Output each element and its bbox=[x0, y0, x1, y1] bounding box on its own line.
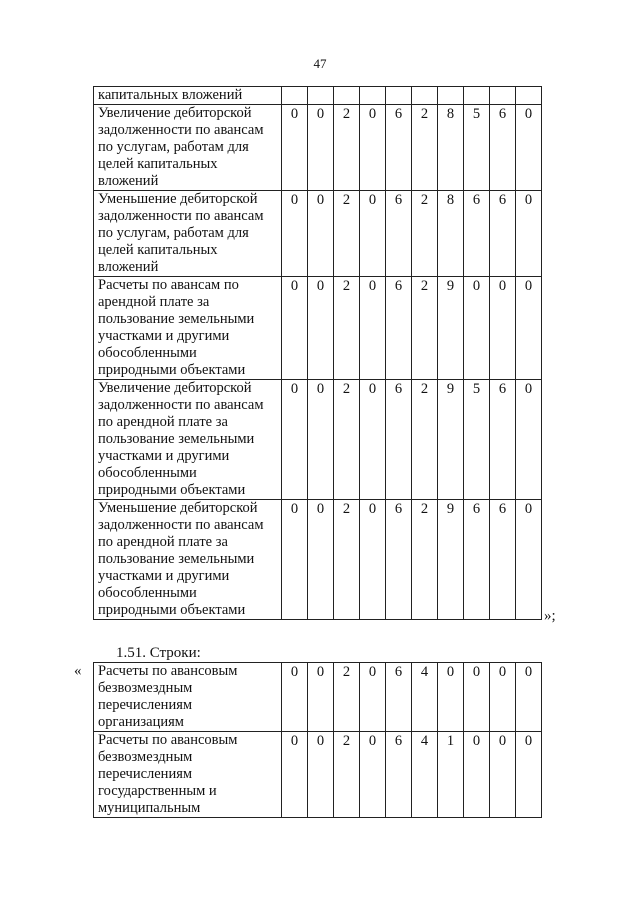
row-label-line: Расчеты по авансовым bbox=[98, 732, 238, 748]
code-digit: 6 bbox=[386, 663, 412, 732]
code-digit: 6 bbox=[490, 380, 516, 500]
code-digit: 2 bbox=[334, 500, 360, 620]
code-digit bbox=[360, 87, 386, 105]
code-digit: 2 bbox=[412, 277, 438, 380]
row-label-line: вложений bbox=[98, 173, 159, 189]
row-label-line: Увеличение дебиторской bbox=[98, 380, 252, 396]
code-digit: 6 bbox=[490, 105, 516, 191]
code-digit: 2 bbox=[412, 380, 438, 500]
row-label-line: природными объектами bbox=[98, 602, 246, 618]
code-digit bbox=[438, 87, 464, 105]
code-digit: 0 bbox=[282, 500, 308, 620]
code-digit: 0 bbox=[490, 663, 516, 732]
code-digit: 0 bbox=[360, 663, 386, 732]
table-row bbox=[94, 732, 542, 818]
row-label-line: пользование земельными bbox=[98, 431, 255, 447]
code-digit: 0 bbox=[308, 500, 334, 620]
row-label-line: задолженности по авансам bbox=[98, 122, 264, 138]
table-row bbox=[94, 663, 542, 732]
code-digit bbox=[516, 87, 542, 105]
row-label-line: пользование земельными bbox=[98, 551, 255, 567]
code-digit bbox=[386, 87, 412, 105]
code-digit bbox=[282, 87, 308, 105]
budget-code-table-1 bbox=[93, 86, 542, 620]
row-label-line: обособленными bbox=[98, 585, 197, 601]
table-row bbox=[94, 105, 542, 191]
row-label bbox=[94, 87, 282, 105]
code-digit: 0 bbox=[308, 732, 334, 818]
code-digit: 6 bbox=[464, 500, 490, 620]
code-digit: 0 bbox=[516, 663, 542, 732]
row-label-line: Уменьшение дебиторской bbox=[98, 500, 258, 516]
budget-code-table-2 bbox=[93, 662, 542, 818]
row-label-line: участками и другими bbox=[98, 328, 230, 344]
row-label-line: Увеличение дебиторской bbox=[98, 105, 252, 121]
code-digit: 0 bbox=[360, 105, 386, 191]
code-digit: 0 bbox=[516, 277, 542, 380]
code-digit: 2 bbox=[334, 277, 360, 380]
code-digit: 0 bbox=[282, 105, 308, 191]
row-label-line: задолженности по авансам bbox=[98, 208, 264, 224]
row-label-line: целей капитальных bbox=[98, 156, 218, 172]
code-digit bbox=[308, 87, 334, 105]
code-digit: 5 bbox=[464, 105, 490, 191]
row-label-line: арендной плате за bbox=[98, 294, 210, 310]
page-number: 47 bbox=[313, 56, 327, 71]
code-digit: 2 bbox=[334, 191, 360, 277]
row-label-line: вложений bbox=[98, 259, 159, 275]
table-row bbox=[94, 277, 542, 380]
code-digit: 2 bbox=[334, 732, 360, 818]
row-label-line: по услугам, работам для bbox=[98, 139, 249, 155]
code-digit: 0 bbox=[360, 380, 386, 500]
row-label-line: по арендной плате за bbox=[98, 534, 228, 550]
row-label-line: участками и другими bbox=[98, 448, 230, 464]
code-digit: 0 bbox=[464, 732, 490, 818]
code-digit: 0 bbox=[490, 732, 516, 818]
code-digit: 6 bbox=[386, 105, 412, 191]
code-digit: 6 bbox=[386, 732, 412, 818]
row-label-line: обособленными bbox=[98, 345, 197, 361]
table-row bbox=[94, 500, 542, 620]
code-digit: 0 bbox=[308, 663, 334, 732]
code-digit: 2 bbox=[334, 105, 360, 191]
code-digit: 1 bbox=[438, 732, 464, 818]
row-label bbox=[94, 380, 282, 500]
code-digit: 0 bbox=[308, 380, 334, 500]
code-digit: 0 bbox=[360, 277, 386, 380]
code-digit: 0 bbox=[308, 191, 334, 277]
code-digit: 4 bbox=[412, 663, 438, 732]
code-digit: 0 bbox=[282, 191, 308, 277]
code-digit bbox=[334, 87, 360, 105]
code-digit: 0 bbox=[282, 732, 308, 818]
code-digit: 0 bbox=[516, 500, 542, 620]
code-digit: 0 bbox=[438, 663, 464, 732]
code-digit: 9 bbox=[438, 500, 464, 620]
row-label-line: безвозмездным bbox=[98, 749, 193, 765]
row-label-line: природными объектами bbox=[98, 362, 246, 378]
row-label bbox=[94, 663, 282, 732]
row-label bbox=[94, 732, 282, 818]
code-digit: 6 bbox=[490, 500, 516, 620]
code-digit: 2 bbox=[412, 105, 438, 191]
row-label-line: по услугам, работам для bbox=[98, 225, 249, 241]
code-digit: 2 bbox=[412, 191, 438, 277]
code-digit: 8 bbox=[438, 191, 464, 277]
row-label-line: обособленными bbox=[98, 465, 197, 481]
code-digit: 0 bbox=[282, 277, 308, 380]
code-digit: 6 bbox=[464, 191, 490, 277]
row-label-line: безвозмездным bbox=[98, 680, 193, 696]
row-label-line: задолженности по авансам bbox=[98, 517, 264, 533]
code-digit: 8 bbox=[438, 105, 464, 191]
code-digit: 9 bbox=[438, 277, 464, 380]
code-digit: 0 bbox=[464, 277, 490, 380]
row-label-line: участками и другими bbox=[98, 568, 230, 584]
code-digit: 0 bbox=[360, 500, 386, 620]
code-digit: 6 bbox=[386, 191, 412, 277]
table-row bbox=[94, 380, 542, 500]
row-label-line: капитальных вложений bbox=[98, 87, 243, 103]
code-digit: 0 bbox=[516, 732, 542, 818]
row-label-line: природными объектами bbox=[98, 482, 246, 498]
row-label-line: муниципальным bbox=[98, 800, 201, 816]
code-digit: 9 bbox=[438, 380, 464, 500]
code-digit: 4 bbox=[412, 732, 438, 818]
code-digit: 0 bbox=[516, 380, 542, 500]
code-digit: 5 bbox=[464, 380, 490, 500]
row-label bbox=[94, 191, 282, 277]
row-label-line: Расчеты по авансовым bbox=[98, 663, 238, 679]
code-digit: 0 bbox=[464, 663, 490, 732]
closing-quote: »; bbox=[544, 608, 556, 624]
code-digit: 0 bbox=[308, 105, 334, 191]
code-digit: 2 bbox=[334, 380, 360, 500]
row-label-line: перечислениям bbox=[98, 766, 193, 782]
code-digit: 0 bbox=[360, 732, 386, 818]
row-label bbox=[94, 105, 282, 191]
code-digit bbox=[490, 87, 516, 105]
row-label-line: по арендной плате за bbox=[98, 414, 228, 430]
code-digit: 6 bbox=[490, 191, 516, 277]
table-row bbox=[94, 87, 542, 105]
code-digit: 0 bbox=[360, 191, 386, 277]
code-digit: 0 bbox=[516, 105, 542, 191]
code-digit: 6 bbox=[386, 277, 412, 380]
row-label-line: Расчеты по авансам по bbox=[98, 277, 239, 293]
code-digit: 0 bbox=[490, 277, 516, 380]
row-label-line: пользование земельными bbox=[98, 311, 255, 327]
row-label-line: целей капитальных bbox=[98, 242, 218, 258]
code-digit: 0 bbox=[308, 277, 334, 380]
table-row bbox=[94, 191, 542, 277]
code-digit: 0 bbox=[516, 191, 542, 277]
code-digit: 0 bbox=[282, 663, 308, 732]
code-digit: 2 bbox=[334, 663, 360, 732]
code-digit: 0 bbox=[282, 380, 308, 500]
code-digit: 6 bbox=[386, 380, 412, 500]
row-label-line: задолженности по авансам bbox=[98, 397, 264, 413]
code-digit: 2 bbox=[412, 500, 438, 620]
row-label-line: перечислениям bbox=[98, 697, 193, 713]
code-digit bbox=[412, 87, 438, 105]
code-digit: 6 bbox=[386, 500, 412, 620]
row-label-line: Уменьшение дебиторской bbox=[98, 191, 258, 207]
code-digit bbox=[464, 87, 490, 105]
row-label-line: государственным и bbox=[98, 783, 217, 799]
row-label-line: организациям bbox=[98, 714, 184, 730]
row-label bbox=[94, 277, 282, 380]
row-label bbox=[94, 500, 282, 620]
opening-quote: « bbox=[74, 663, 82, 679]
section-heading: 1.51. Строки: bbox=[116, 645, 201, 661]
